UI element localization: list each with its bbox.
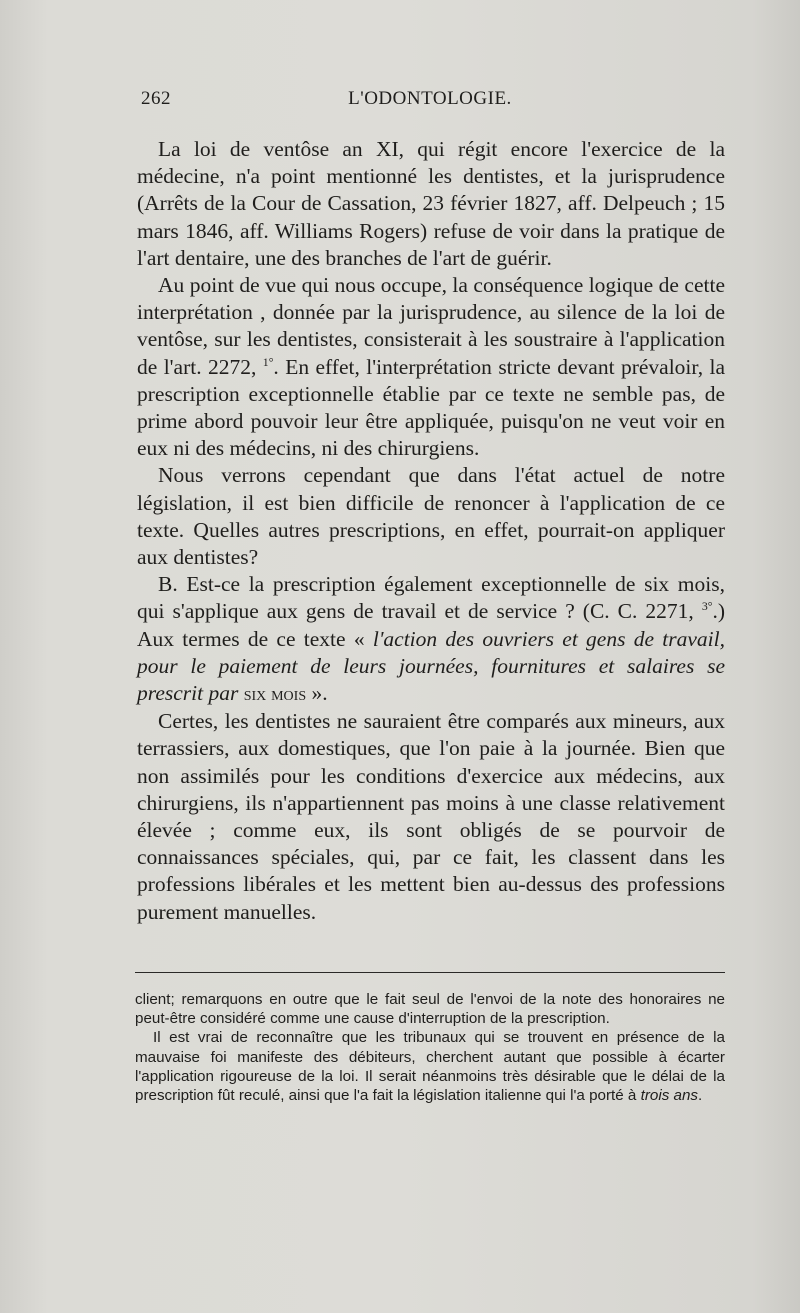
footnotes <box>135 990 725 1105</box>
paragraph-b-six-mois-smallcaps: six mois <box>243 684 307 706</box>
footnote-rule <box>135 972 725 973</box>
paragraph-certes: Certes, les dentistes ne sauraient être comparés aux mineurs, aux terrassiers, aux domestiques, que l'on paie à la journée. Bien que non assimilés pour les conditions d'exercice aux médecins, aux chirurgiens, ils n'appartiennent pas moins à une classe relativement élevée ; comme eux, ils sont obligés de se pourvoir de connaissances spéciales, qui, par ce fait, les classent dans les professions libérales et les mettent bien au-dessus des professions purement manuelles. <box>137 709 725 924</box>
body-text <box>137 136 725 926</box>
footnote-italian-law <box>135 1028 725 1105</box>
footnote-italian-law-end: . <box>698 1087 703 1105</box>
paragraph-b-quotation: l'action des ouvriers et gens de travail, pour le paiement de leurs journées, fournitures et salaires se prescrit par <box>137 626 725 706</box>
paragraph-consequence <box>137 272 725 462</box>
footnote-italian-law-text: Il est vrai de reconnaître que les tribunaux qui se trouvent en présence de la mauvaise foi manifeste des débiteurs, cherchent autant que possible à écarter l'application rigoureuse de la loi. Il serait néanmoins très désirable que le délai de la prescription fût reculé, ainsi que l'a fait la législation italienne qui l'a porté à <box>135 1029 725 1105</box>
page-number: 262 <box>141 88 171 109</box>
paragraph-b-text-b: .) Aux termes de ce texte « <box>137 599 725 651</box>
paragraph-consequence-text-b: . En effet, l'interprétation stricte devant prévaloir, la prescription exceptionnelle établie par ce texte ne semble pas, de prime abord pouvoir leur être appliquée, puisqu'on ne veut voir en eux ni des médecins, ni des chirurgiens. <box>137 354 725 461</box>
footnote-trois-ans: trois ans <box>640 1087 698 1105</box>
running-head <box>135 88 725 114</box>
superscript-1: 1° <box>262 354 274 369</box>
superscript-3: 3° <box>701 599 713 614</box>
footnote-continuation: client; remarquons en outre que le fait seul de l'envoi de la note des honoraires ne peut-être considéré comme une cause d'interruption de la prescription. <box>135 991 725 1028</box>
running-title: L'ODONTOLOGIE. <box>348 88 512 109</box>
paragraph-b-end: ». <box>306 681 328 706</box>
paragraph-b-text-a: B. Est-ce la prescription également exceptionnelle de six mois, qui s'applique aux gens de travail et de service ? (C. C. 2271, <box>137 572 725 624</box>
paragraph-consequence-text-a: Au point de vue qui nous occupe, la conséquence logique de cette interprétation , donnée par la jurisprudence, au silence de la loi de ventôse, sur les dentistes, consisterait à les soustraire à l'application de l'art. 2272, <box>137 273 725 379</box>
paragraph-ventose: La loi de ventôse an XI, qui régit encore l'exercice de la médecine, n'a point mentionné les dentistes, et la jurisprudence (Arrêts de la Cour de Cassation, 23 février 1827, aff. Delpeuch ; 15 mars 1846, aff. Williams Rogers) refuse de voir dans la pratique de l'art dentaire, une des branches de l'art de guérir. <box>137 137 725 270</box>
paragraph-nous-verrons: Nous verrons cependant que dans l'état actuel de notre législation, il est bien difficile de renoncer à l'application de ce texte. Quelles autres prescriptions, en effet, pourrait-on appliquer aux dentistes? <box>137 463 725 570</box>
paragraph-b-six-mois <box>137 571 725 708</box>
